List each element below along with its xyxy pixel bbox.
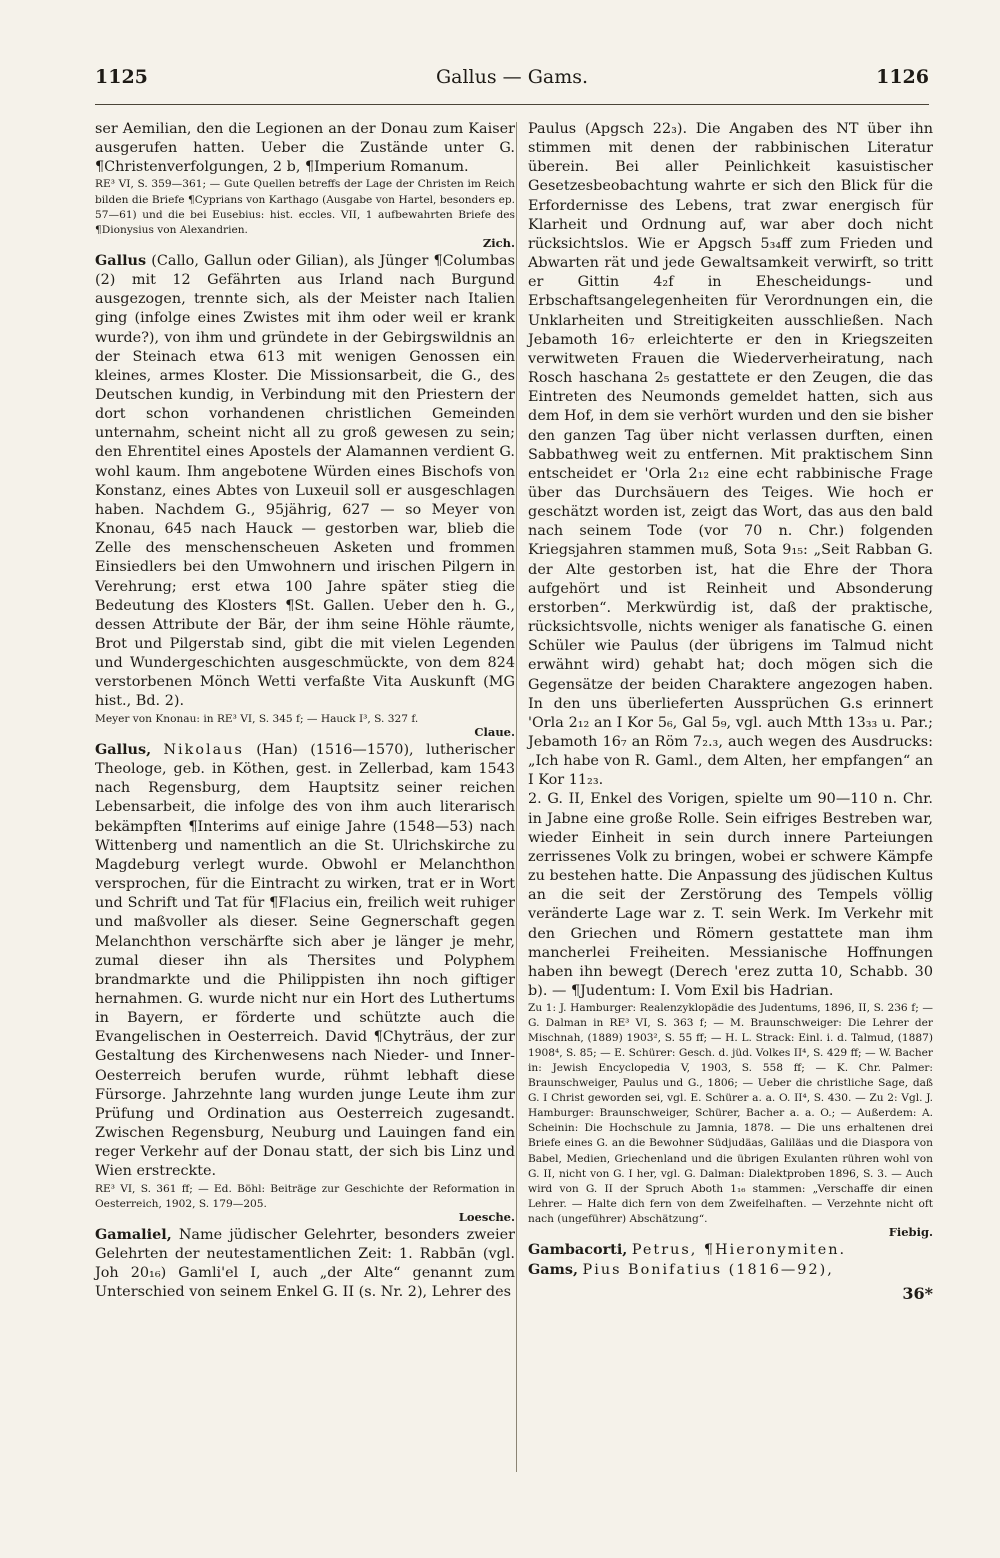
column-divider <box>516 122 517 1472</box>
author-signature: Loesche. <box>458 1209 515 1224</box>
entry-gams <box>528 1260 933 1280</box>
entry-name: Nikolaus <box>163 741 244 758</box>
entry-text: (Han) (1516—1570), lutherischer Theologe, geb. in Köthen, gest. in Zellerbad, kam 1543 nach Regensburg, dem Hauptsitz seiner reichen Lebensarbeit, die infolge des von ihm auch literarisch bekämpften ¶Interims auf einige Jahre (1548—53) nach Wittenberg und namentlich an die St. Ulrichskirche zu Magdeburg verlegt wurde. Obwohl er Melanchthon versprochen, für die Eintracht zu wirken, trat er in Wort und Schrift und Tat für ¶Flacius ein, freilich weit ruhiger und maßvoller als dieser. Seine Gegnerschaft gegen Melanchthon verschärfte sich aber je länger je mehr, zumal dieser ihn als Thersites und Polyphem brandmarkte und die Philippisten ihn noch giftiger hernahmen. G. wurde nicht nur ein Hort des Luthertums in Bayern, er förderte und schützte auch die Evangelischen in Oesterreich. David ¶Chyträus, der zur Gestaltung des Kirchenwesens nach Nieder- und Inner-Oesterreich berufen wurde, rühmt lebhaft diese Fürsorge. Jahrzehnte lang wurden junge Leute ihm zur Prüfung und Ordination aus Oesterreich zugesandt. Zwischen Regensburg, Neuburg und Lauingen fand ein reger Verkehr auf der Donau statt, der sich bis Linz und Wien erstreckte. <box>95 741 516 1180</box>
headword: Gams, <box>528 1261 578 1279</box>
author-signature: Claue. <box>474 724 515 739</box>
running-title: Gallus — Gams. <box>435 66 589 88</box>
entry-text: Name jüdischer Gelehrter, besonders zweier Gelehrten der neutestamentlichen Zeit: 1. Rabbān (vgl. Joh 20₁₆) Gamli'el I, auch „der Alte“ genannt zum Unterschied von seinem Enkel G. II (s. Nr. 2), Lehrer des <box>95 1226 515 1301</box>
headword: Gallus <box>95 251 147 269</box>
reference-block: RE³ VI, S. 359—361; — Gute Quellen betreffs der Lage der Christen im Reich bilden die Briefe ¶Cyprians von Karthago (Ausgabe von Hartel, besonders ep. 57—61) und die bei Eusebius: hist. eccles. VII, 1 aufbewahrten Briefe des ¶Dionysius von Alexandrien. <box>95 178 515 236</box>
reference-block: RE³ VI, S. 361 ff; — Ed. Böhl: Beiträge zur Geschichte der Reformation in Oesterreich, 1902, S. 179—205. <box>95 1182 515 1210</box>
entry-gambacorti <box>528 1240 933 1260</box>
author-signature: Fiebig. <box>888 1224 933 1239</box>
left-column-number: 1125 <box>95 66 148 88</box>
page-header <box>95 66 929 102</box>
entry-gamaliel <box>95 1225 515 1303</box>
reference-block: Meyer von Knonau: in RE³ VI, S. 345 f; — Hauck I³, S. 327 f. <box>95 712 419 725</box>
entry-text: (Callo, Gallun oder Gilian), als Jünger ¶Columbas (2) mit 12 Gefährten aus Irland nach Burgund ausgezogen, trennte sich, als der Meister nach Italien ging (infolge eines Zwistes mit ihm oder weil er krank wurde?), von ihm und gründete in der Gebirgswildnis an der Steinach etwa 613 mit wenigen Genossen ein kleines, armes Kloster. Die Missionsarbeit, die G., des Deutschen kundig, in Verbindung mit den Priestern der dort schon vorhandenen christlichen Gemeinden unternahm, scheint nicht all zu groß gewesen zu sein; den Ehrentitel eines Apostels der Alamannen verdient G. wohl kaum. Ihm angebotene Würden eines Bischofs von Konstanz, eines Abtes von Luxeuil soll er ausgeschlagen haben. Nachdem G., 95jährig, 627 — so Meyer von Knonau, 645 nach Hauck — gestorben war, blieb die Zelle des menschenscheuen Asketen und frommen Einsiedlers bei den Umwohnern und irischen Pilgern in Verehrung; erst etwa 100 Jahre später stieg die Bedeutung des Klosters ¶St. Gallen. Ueber den h. G., dessen Attribute der Bär, der ihm seine Höhle räumte, Brot und Pilgerstab sind, gibt die mit vielen Legenden und Wundergeschichten ausgeschmückte, von dem 824 verstorbenen Mönch Wetti verfaßte Vita Auskunft (MG hist., Bd. 2). <box>95 252 516 710</box>
entry-gallus-nikolaus <box>95 740 515 1182</box>
author-signature: Zich. <box>482 235 515 250</box>
sheet-signature: 36* <box>902 1284 933 1304</box>
entry-text: Pius Bonifatius (1816—92), <box>582 1262 834 1279</box>
headword: Gambacorti, <box>528 1240 628 1258</box>
text-paragraph: Paulus (Apgsch 22₃). Die Angaben des NT über ihn stimmen mit denen der rabbinischen Literatur überein. Bei aller Peinlichkeit kasuistischer Gesetzesbeobachtung wahrte er sich den Blick für die Erfordernisse des Lebens, trat zwar energisch für Klarheit und Ordnung auf, war aber doch nicht rücksichtslos. Wie er Apgsch 5₃₄ff zum Frieden und Abwarten rät und jede Gewaltsamkeit verwirft, so tritt er Gittin 4₂f in Ehescheidungs- und Erbschaftsangelegenheiten für Verordnungen ein, die Unklarheiten und Streitigkeiten ausschließen. Nach Jebamoth 16₇ erleichterte er den in Kriegszeiten verwitweten Frauen die Wiederverheiratung, nach Rosch haschana 2₅ gestattete er den Zeugen, die das Eintreten des Neumonds gemeldet hatten, sich aus dem Hof, in dem sie verhört wurden und den sie bisher den ganzen Tag über nicht verlassen durften, einen Sabbathweg weit zu entfernen. Mit praktischem Sinn entscheidet er 'Orla 2₁₂ eine echt rabbinische Frage über das Durchsäuern des Teiges. Wie hoch er geschätzt worden ist, zeigt das Wort, das aus den bald nach seinem Tode (vor 70 n. Chr.) folgenden Kriegsjahren stammen muß, Sota 9₁₅: „Seit Rabban G. der Alte gestorben ist, hat die Ehre der Thora aufgehört und ist Reinheit und Absonderung erstorben“. Merkwürdig ist, daß der praktische, rücksichtsvolle, nichts weniger als fanatische G. einen Schüler wie Paulus (der übrigens im Talmud nicht erwähnt wird) gehabt hat; doch mögen sich die Gegensätze der beiden Charaktere angezogen haben. In den uns überlieferten Aussprüchen G.s erinnert 'Orla 2₁₂ an I Kor 5₆, Gal 5₉, vgl. auch Mtth 13₃₃ u. Par.; Jebamoth 16₇ an Röm 7₂.₃, auch wegen des Ausdrucks: „Ich habe von R. Gaml., dem Alten, her empfangen“ an I Kor 11₂₃. <box>528 121 933 789</box>
entry-gallus <box>95 251 515 712</box>
header-rule <box>95 104 929 105</box>
entry-text: Petrus, ¶Hieronymiten. <box>631 1241 847 1258</box>
text-paragraph: 2. G. II, Enkel des Vorigen, spielte um 90—110 n. Chr. in Jabne eine große Rolle. Sein eifriges Bestreben war, wieder Einheit in sein durch innere Parteiungen zerrissenes Volk zu bringen, wobei er schwere Kämpfe zu bestehen hatte. Die Anpassung des jüdischen Kultus an die seit der Zerstörung des Tempels völlig veränderte Lage war z. T. sein Werk. Im Verkehr mit den Griechen und Römern gestattete man ihm mancherlei Freiheiten. Messianische Hoffnungen haben ihn bewegt (Derech 'erez zutta 10, Schabb. 30 b). — ¶Judentum: I. Vom Exil bis Hadrian. <box>528 791 933 1000</box>
headword: Gallus, <box>95 740 152 758</box>
right-column-number: 1126 <box>876 66 929 88</box>
left-column <box>95 120 515 1303</box>
text-paragraph: ser Aemilian, den die Legionen an der Donau zum Kaiser ausgerufen hatten. Ueber die Zustände unter G. ¶Christenverfolgungen, 2 b, ¶Imperium Romanum. <box>95 121 515 176</box>
reference-block: Zu 1: J. Hamburger: Realenzyklopädie des Judentums, 1896, II, S. 236 f; — G. Dalman in RE³ VI, S. 363 f; — M. Braunschweiger: Die Lehrer der Mischnah, (1889) 1903², S. 55 ff; — H. L. Strack: Einl. i. d. Talmud, (1887) 1908⁴, S. 85; — E. Schürer: Gesch. d. jüd. Volkes II⁴, S. 429 ff; — W. Bacher in: Jewish Encyclopedia V, 1903, S. 558 ff; — K. Chr. Palmer: Braunschweiger, Paulus und G., 1806; — Ueber die christliche Sage, daß G. I Christ geworden sei, vgl. E. Schürer a. a. O. II⁴, S. 430. — Zu 2: Vgl. J. Hamburger: Braunschweiger, Schürer, Bacher a. a. O.; — Außerdem: A. Scheinin: Die Hochschule zu Jamnia, 1878. — Die uns erhaltenen drei Briefe eines G. an die Bewohner Südjudäas, Galiläas und die Diaspora von Babel, Medien, Griechenland und die übrigen Exulanten rühren wohl von G. II, nicht von G. I her, vgl. G. Dalman: Dialektproben 1896, S. 3. — Auch wird von G. II der Spruch Aboth 1₁₆ stammen: „Verschaffe dir einen Lehrer. — Halte dich fern von dem Zweifelhaften. — Verzehnte nicht oft nach (ungeführer) Abschätzung“. <box>528 1002 933 1225</box>
right-column <box>528 120 933 1305</box>
headword: Gamaliel, <box>95 1225 172 1243</box>
